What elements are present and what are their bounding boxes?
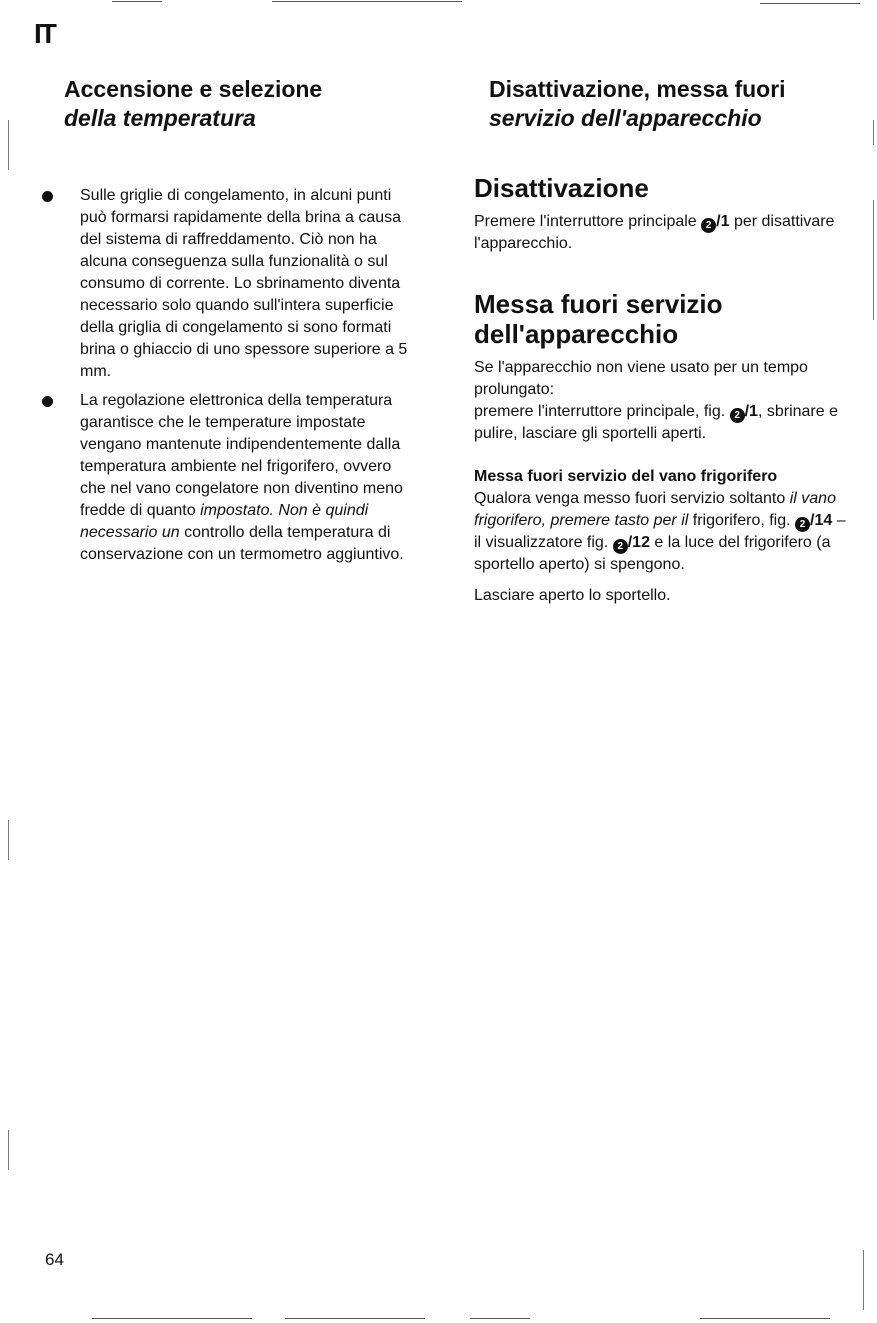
text: – il visualizzatore fig. — [474, 512, 846, 551]
list-item — [42, 185, 412, 383]
paragraph-vano-frigorifero — [474, 488, 854, 576]
bottom-rule-2 — [285, 1318, 425, 1319]
margin-mark-2 — [8, 820, 9, 860]
heading-messa-fuori-servizio — [474, 289, 854, 349]
bullet-text: La regolazione elettronica della temperatura garantisce che le temperature impostate vengano mantenute indipendentemente dalla temperatura ambiente nel frigorifero, ovvero che nel vano congelatore non diventino meno fredde di quanto — [80, 392, 403, 519]
right-title-line2: servizio dell'apparecchio — [489, 105, 762, 131]
heading-line1: Messa fuori servizio — [474, 289, 723, 319]
paragraph-lasciare-aperto: Lasciare aperto lo sportello. — [474, 587, 671, 604]
bottom-rule-4 — [700, 1318, 830, 1319]
left-title-line1: Accensione e selezione — [64, 76, 323, 102]
figure-number-icon: 2 — [730, 408, 745, 423]
text: Premere l'interruttore principale — [474, 213, 702, 230]
left-title-line2: della temperatura — [64, 105, 256, 131]
figure-ref: /12 — [627, 534, 650, 551]
heading-line2: dell'apparecchio — [474, 319, 679, 349]
bullet-text-italic: impostato. Non è quindi necessario un — [80, 502, 369, 541]
margin-mark-1 — [8, 120, 9, 170]
subheading-vano-frigorifero: Messa fuori servizio del vano frigorifero — [474, 468, 778, 485]
figure-number-icon: 2 — [795, 517, 810, 532]
figure-ref: /14 — [810, 512, 833, 529]
paragraph-disattivazione — [474, 211, 854, 255]
text: e la luce del frigorifero (a sportello aperto) si spengono. — [474, 534, 831, 573]
figure-ref: /1 — [716, 213, 730, 230]
paragraph-premere — [474, 401, 854, 445]
margin-mark-5 — [873, 200, 874, 320]
top-rule-2 — [272, 1, 462, 2]
bullet-text-end: controllo della temperatura di conservazione con un termometro aggiuntivo. — [80, 524, 404, 563]
left-column — [42, 75, 412, 573]
page-number: 64 — [45, 1250, 64, 1269]
right-title-line1: Disattivazione, messa fuori — [489, 76, 786, 102]
bullet-text: Sulle griglie di congelamento, in alcuni punti può formarsi rapidamente della brina a causa del sistema di raffreddamento. Ciò non ha alcuna conseguenza sulla funzionalità o sul consumo di corrente. Lo sbrinamento diventa necessario solo quando sull'intera superficie della griglia di congelamento si sono formati brina o ghiaccio di uno spessore superiore a 5 mm. — [80, 187, 408, 380]
text: frigorifero, fig. — [688, 512, 796, 529]
paragraph-tempo-prolungato: Se l'apparecchio non viene usato per un tempo prolungato: — [474, 359, 808, 398]
figure-number-icon: 2 — [701, 218, 716, 233]
bullet-list — [42, 185, 412, 566]
top-rule-3 — [760, 3, 860, 4]
left-section-title — [42, 75, 412, 133]
text-italic: il vano frigorifero, premere tasto per il — [474, 490, 836, 529]
text: , sbrinare e pulire, lasciare gli sportelli aperti. — [474, 403, 838, 442]
margin-mark-6 — [863, 1250, 864, 1310]
heading-disattivazione: Disattivazione — [474, 173, 649, 203]
right-section-title — [474, 75, 854, 133]
bottom-rule-1 — [92, 1318, 252, 1319]
top-rule-1 — [112, 1, 162, 2]
bullet-icon — [42, 396, 53, 407]
bullet-icon — [42, 191, 53, 202]
language-label: IT — [34, 18, 55, 49]
text: premere l'interruttore principale, fig. — [474, 403, 730, 420]
text: Qualora venga messo fuori servizio soltanto — [474, 490, 790, 507]
text: per disattivare l'apparecchio. — [474, 213, 835, 252]
figure-number-icon: 2 — [613, 539, 628, 554]
list-item — [42, 390, 412, 566]
margin-mark-4 — [873, 120, 874, 145]
bottom-rule-3 — [470, 1318, 530, 1319]
margin-mark-3 — [8, 1130, 9, 1170]
figure-ref: /1 — [744, 403, 758, 420]
right-column — [474, 75, 854, 607]
